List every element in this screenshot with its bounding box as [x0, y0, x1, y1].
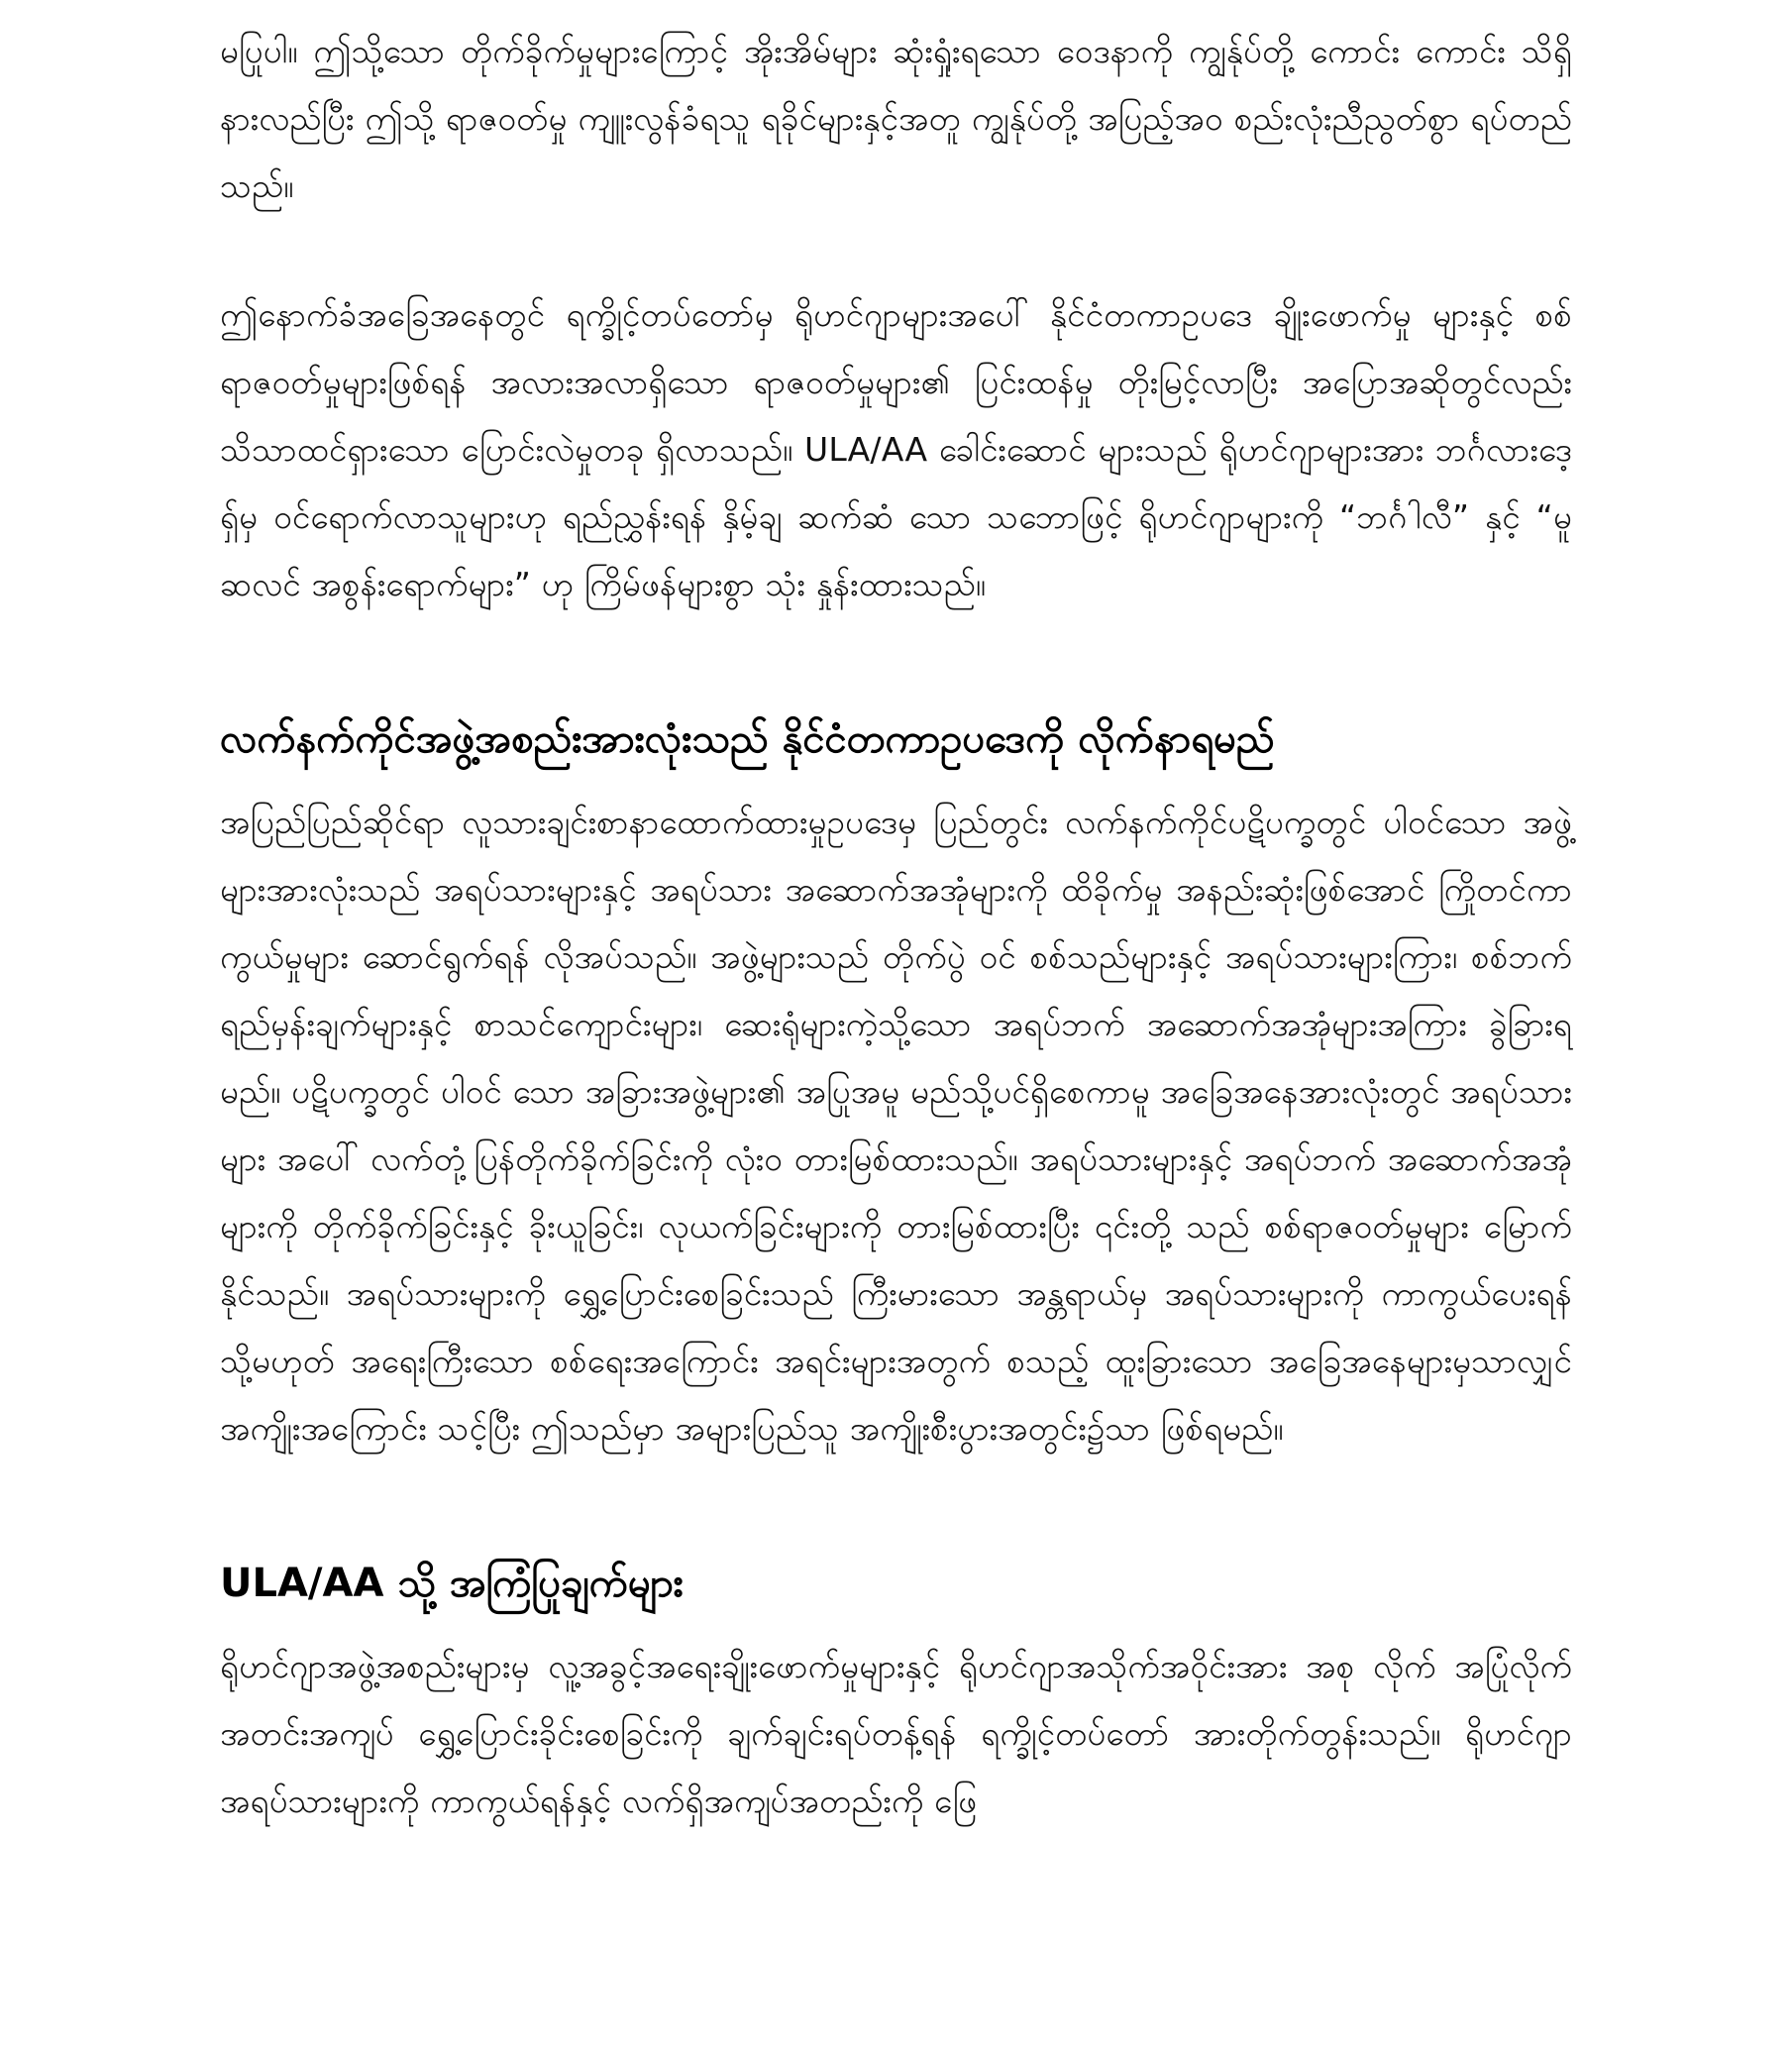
section-heading-recommendations: ULA/AA သို့ အကြံပြုချက်များ	[220, 1561, 684, 1606]
paragraph-recommendations: ရိုဟင်ဂျာအဖွဲ့အစည်းများမှ လူ့အခွင့်အရေးချိုးဖောက်မှုများနှင့် ရိုဟင်ဂျာအသိုက်အဝိုင်းအား အစု လိုက် အပြုံလိုက် အတင်းအကျပ် ရွှေ့ပြောင်းခိုင်းစေခြင်းကို ချက်ချင်းရပ်တန့်ရန် ရက္ခိုင့်တပ်တော် အားတိုက်တွန်းသည်။ ရိုဟင်ဂျာအရပ်သားများကို ကာကွယ်ရန်နှင့် လက်ရှိအကျပ်အတည်းကို ဖြေ	[220, 1647, 1572, 1820]
section-heading-international-law: လက်နက်ကိုင်အဖွဲ့အစည်းအားလုံးသည် နိုင်ငံတကာဥပဒေကို လိုက်နာရမည်	[220, 716, 1275, 762]
paragraph-context: ဤနောက်ခံအခြေအနေတွင် ရက္ခိုင့်တပ်တော်မှ ရိုဟင်ဂျာများအပေါ် နိုင်ငံတကာဥပဒေ ချိုးဖောက်မှု များနှင့် စစ်ရာဇဝတ်မှုများဖြစ်ရန် အလားအလာရှိသော ရာဇဝတ်မှုများ၏ ပြင်းထန်မှု တိုးမြင့်လာပြီး အပြောအဆိုတွင်လည်း သိသာထင်ရှားသော ပြောင်းလဲမှုတခု ရှိလာသည်။ ULA/AA ခေါင်းဆောင် များသည် ရိုဟင်ဂျာများအား ဘင်္ဂလားဒေ့ရှ်မှ ဝင်ရောက်လာသူများဟု ရည်ညွှန်းရန် နှိမ့်ချ ဆက်ဆံ သော သဘောဖြင့် ရိုဟင်ဂျာများကို “ဘင်္ဂါလီ” နှင့် “မူဆလင် အစွန်းရောက်များ” ဟု ကြိမ်ဖန်များစွာ သုံး နှုန်းထားသည်။	[220, 295, 1572, 603]
section-gap	[220, 1462, 1572, 1548]
paragraph-intro-continued: မပြုပါ။ ဤသို့သော တိုက်ခိုက်မှုများကြောင့် အိုးအိမ်များ ဆုံးရှုံးရသော ဝေဒနာကို ကျွန်ုပ်တို့ ကောင်း ကောင်း သိရှိနားလည်ပြီး ဤသို့ ရာဇဝတ်မှု ကျူးလွန်ခံရသူ ရခိုင်များနှင့်အတူ ကျွန်ုပ်တို့ အပြည့်အဝ စည်းလုံးညီညွတ်စွာ ရပ်တည်သည်။	[220, 32, 1572, 205]
paragraph-international-law: အပြည်ပြည်ဆိုင်ရာ လူသားချင်းစာနာထောက်ထားမှုဥပဒေမှ ပြည်တွင်း လက်နက်ကိုင်ပဋိပက္ခတွင် ပါဝင်သော အဖွဲ့များအားလုံးသည် အရပ်သားများနှင့် အရပ်သား အဆောက်အအုံများကို ထိခိုက်မှု အနည်းဆုံးဖြစ်အောင် ကြိုတင်ကာကွယ်မှုများ ဆောင်ရွက်ရန် လိုအပ်သည်။ အဖွဲ့များသည် တိုက်ပွဲ ဝင် စစ်သည်များနှင့် အရပ်သားများကြား၊ စစ်ဘက် ရည်မှန်းချက်များနှင့် စာသင်ကျောင်းများ၊ ဆေးရုံများကဲ့သို့သော အရပ်ဘက် အဆောက်အအုံများအကြား ခွဲခြားရမည်။ ပဋိပက္ခတွင် ပါဝင် သော အခြားအဖွဲ့များ၏ အပြုအမူ မည်သို့ပင်ရှိစေကာမူ အခြေအနေအားလုံးတွင် အရပ်သားများ အပေါ် လက်တုံ့ပြန်တိုက်ခိုက်ခြင်းကို လုံးဝ တားမြစ်ထားသည်။ အရပ်သားများနှင့် အရပ်ဘက် အဆောက်အအုံများကို တိုက်ခိုက်ခြင်းနှင့် ခိုးယူခြင်း၊ လုယက်ခြင်းများကို တားမြစ်ထားပြီး ၎င်းတို့ သည် စစ်ရာဇဝတ်မှုများ မြောက်နိုင်သည်။ အရပ်သားများကို ရွှေ့ပြောင်းစေခြင်းသည် ကြီးမားသော အန္တရာယ်မှ အရပ်သားများကို ကာကွယ်ပေးရန် သို့မဟုတ် အရေးကြီးသော စစ်ရေးအကြောင်း အရင်းများအတွက် စသည့် ထူးခြားသော အခြေအနေများမှသာလျှင် အကျိုးအကြောင်း သင့်ပြီး ဤသည်မှာ အများပြည်သူ အကျိုးစီးပွားအတွင်း၌သာ ဖြစ်ရမည်။	[220, 803, 1572, 1448]
paragraph-gap	[220, 220, 1572, 281]
document-page	[220, 18, 1572, 1835]
heading-gap	[220, 1619, 1572, 1633]
section-gap	[220, 618, 1572, 703]
heading-gap	[220, 775, 1572, 789]
